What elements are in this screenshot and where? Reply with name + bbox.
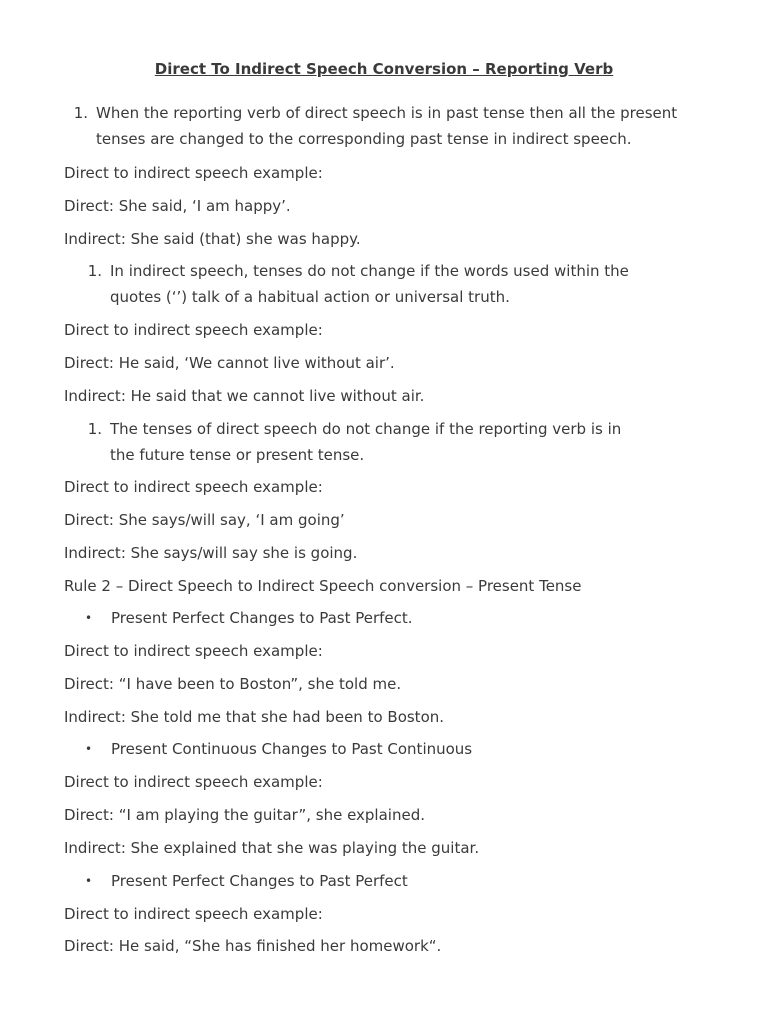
list-marker: 1. [87,262,102,280]
example-heading: Direct to indirect speech example: [64,905,323,923]
example-indirect: Indirect: She explained that she was playing the guitar. [64,839,480,857]
example-indirect: Indirect: She says/will say she is going. [64,544,358,562]
example-heading: Direct to indirect speech example: [64,321,323,339]
list-item-rule1b [0,258,768,310]
list-text-line2: the future tense or present tense. [110,446,365,464]
list-text-line1: When the reporting verb of direct speech is in past tense then all the present [96,104,678,122]
example-heading: Direct to indirect speech example: [64,478,323,496]
bullet-item [0,871,768,891]
example-direct: Direct: She says/will say, ‘I am going’ [64,511,345,529]
example-direct: Direct: He said, ‘We cannot live without air’. [64,354,395,372]
bullet-text: Present Perfect Changes to Past Perfect. [111,609,413,627]
list-item-rule1 [0,100,768,152]
example-direct: Direct: She said, ‘I am happy’. [64,197,291,215]
bullet-item [0,739,768,759]
list-text-line1: In indirect speech, tenses do not change if the words used within the [110,262,629,280]
example-heading: Direct to indirect speech example: [64,642,323,660]
bullet-text: Present Perfect Changes to Past Perfect [111,872,408,890]
example-heading: Direct to indirect speech example: [64,164,323,182]
example-heading: Direct to indirect speech example: [64,773,323,791]
list-marker: 1. [73,104,88,122]
list-text-line2: tenses are changed to the corresponding past tense in indirect speech. [96,130,632,148]
bullet-text: Present Continuous Changes to Past Continuous [111,740,473,758]
example-indirect: Indirect: She said (that) she was happy. [64,230,361,248]
example-direct: Direct: He said, “She has finished her homework“. [64,937,442,955]
bullet-item [0,608,768,628]
list-marker: 1. [87,420,102,438]
list-text-line2: quotes (‘’) talk of a habitual action or universal truth. [110,288,510,306]
bullet-icon: • [85,874,93,888]
example-direct: Direct: “I have been to Boston”, she told me. [64,675,402,693]
example-indirect: Indirect: She told me that she had been to Boston. [64,708,445,726]
bullet-icon: • [85,611,93,625]
example-indirect: Indirect: He said that we cannot live without air. [64,387,425,405]
list-item-rule1c [0,416,768,468]
page-title: Direct To Indirect Speech Conversion – Reporting Verb [154,60,614,78]
rule2-heading: Rule 2 – Direct Speech to Indirect Speech conversion – Present Tense [64,577,582,595]
bullet-icon: • [85,742,93,756]
example-direct: Direct: “I am playing the guitar”, she explained. [64,806,425,824]
list-text-line1: The tenses of direct speech do not change if the reporting verb is in [110,420,622,438]
